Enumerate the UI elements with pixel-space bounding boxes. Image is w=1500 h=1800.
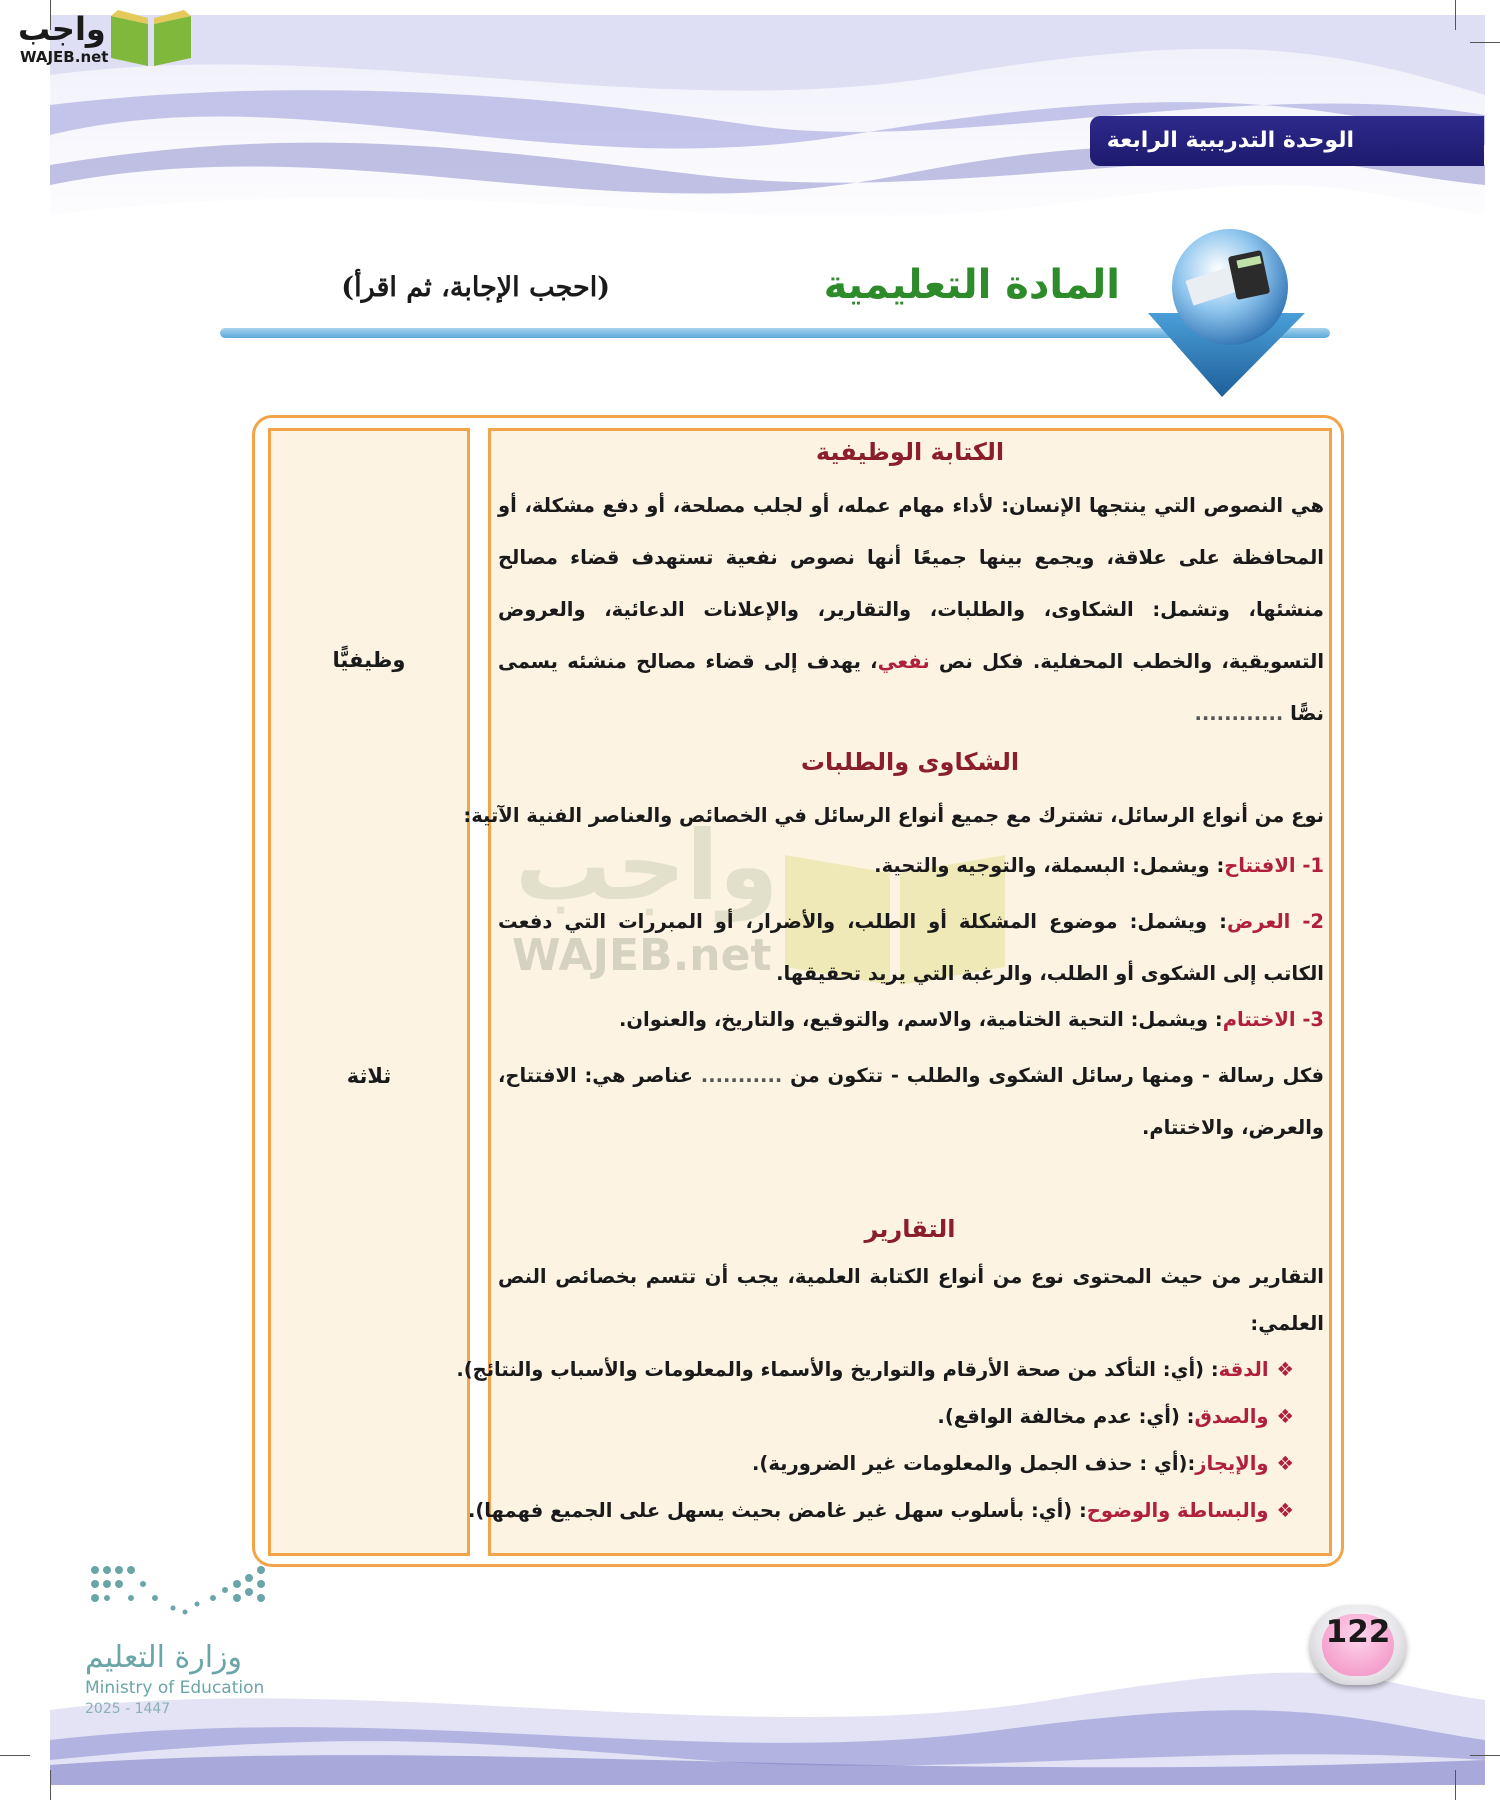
item-number: 1- (1295, 854, 1324, 877)
item-text: : (أي: التأكد من صحة الأرقام والتواريخ والأسماء والمعلومات والأسباب والنتائج). (456, 1358, 1219, 1381)
reports-intro: التقارير من حيث المحتوى نوع من أنواع الكتابة العلمية، يجب أن تتسم بخصائص النص العلمي: (498, 1265, 1324, 1335)
book-icon (106, 6, 196, 68)
item-label: الافتتاح (1224, 854, 1296, 877)
heading-functional-writing: الكتابة الوظيفية (815, 438, 1005, 466)
answer-blank[interactable]: ............ (1194, 702, 1284, 725)
ministry-dots-icon (85, 1560, 275, 1630)
item-number: 3- (1295, 1008, 1324, 1031)
bullet-icon: ❖ (1276, 1358, 1294, 1381)
item-text: : (أي: عدم مخالفة الواقع). (937, 1405, 1195, 1428)
item-label: الدقة (1218, 1358, 1269, 1381)
ministry-name-arabic: وزارة التعليم (85, 1640, 243, 1675)
list-item (456, 1358, 1324, 1381)
instruction-text: (احجب الإجابة، ثم اقرأ) (341, 272, 610, 303)
list-item (498, 896, 1324, 1000)
watermark-arabic: واجب (515, 810, 779, 922)
section-title: المادة التعليمية (823, 262, 1120, 308)
bullet-icon: ❖ (1276, 1405, 1294, 1428)
item-text: : ويشمل: موضوع المشكلة أو الطلب، والأضرار، أو المبررات التي دفعت الكاتب إلى الشكوى أو الطلب، والرغبة التي يريد تحقيقها. (498, 910, 1324, 985)
heading-complaints: الشكاوى والطلبات (800, 748, 1020, 776)
item-label: العرض (1226, 910, 1291, 933)
list-item (467, 1499, 1324, 1522)
answer-column (268, 428, 470, 1556)
functional-writing-paragraph (498, 480, 1324, 740)
bottom-wave-banner (50, 1650, 1485, 1785)
answer-blank[interactable]: ........... (700, 1064, 783, 1087)
highlight-nafei: نفعي (877, 650, 930, 673)
logo-english: WAJEB.net (20, 48, 109, 66)
crop-mark (1455, 1770, 1456, 1800)
item-text: : (أي: بأسلوب سهل غير غامض بحيث يسهل على الجميع فهمها). (467, 1499, 1087, 1522)
crop-mark (1455, 0, 1456, 30)
list-item (498, 1452, 1324, 1475)
crop-mark (1470, 1755, 1500, 1756)
summary-text-1: فكل رسالة - ومنها رسائل الشكوى والطلب - تتكون من (790, 1064, 1324, 1087)
page-number: 122 (1322, 1614, 1394, 1676)
list-item (498, 1008, 1324, 1031)
unit-title-banner: الوحدة التدريبية الرابعة (1090, 116, 1484, 166)
item-text: : ويشمل: البسملة، والتوجيه والتحية. (874, 854, 1225, 877)
list-item (498, 854, 1324, 877)
complaints-intro: نوع من أنواع الرسائل، تشترك مع جميع أنواع الرسائل في الخصائص والعناصر الفنية الآتية: (463, 804, 1324, 827)
ministry-year: 2025 - 1447 (85, 1701, 171, 1717)
complaints-summary (498, 1050, 1324, 1154)
calculator-emblem-icon (1140, 225, 1315, 400)
answer-three: ثلاثة (346, 1064, 392, 1088)
item-label: والصدق (1194, 1405, 1269, 1428)
item-number: 2- (1290, 910, 1324, 933)
functional-text-2: ، يهدف إلى قضاء مصالح منشئه يسمى نصًّا (498, 650, 1324, 725)
ministry-name-english: Ministry of Education (85, 1678, 265, 1698)
answer-functional: وظيفيًّا (332, 648, 406, 672)
summary-text-2: عناصر هي: الافتتاح، والعرض، والاختتام. (498, 1064, 1324, 1139)
bullet-icon: ❖ (1276, 1452, 1294, 1475)
item-text: : ويشمل: التحية الختامية، والاسم، والتوقيع، والتاريخ، والعنوان. (618, 1008, 1223, 1031)
bullet-icon: ❖ (1276, 1499, 1294, 1522)
item-label: والبساطة والوضوح (1086, 1499, 1269, 1522)
item-text: :(أي : حذف الجمل والمعلومات غير الضرورية). (752, 1452, 1196, 1475)
crop-mark (1470, 42, 1500, 43)
crop-mark (50, 1770, 51, 1800)
crop-mark (0, 1755, 30, 1756)
heading-reports: التقارير (864, 1215, 956, 1243)
list-item (498, 1405, 1324, 1428)
wajeb-logo[interactable] (8, 4, 198, 70)
watermark-english: WAJEB.net (512, 930, 772, 981)
functional-text-1: هي النصوص التي ينتجها الإنسان: لأداء مهام عمله، أو لجلب مصلحة، أو دفع مشكلة، أو المحافظة على علاقة، ويجمع بينها جميعًا أنها نصوص نفعية تستهدف قضاء مصالح منشئها، وتشمل: الشكاوى، والطلبات، والتقارير، والإعلانات الدعائية، والعروض التسويقية، والخطب المحفلية. فكل نص (498, 494, 1325, 673)
item-label: والإيجاز (1195, 1452, 1269, 1475)
item-label: الاختتام (1222, 1008, 1296, 1031)
logo-arabic: واجب (18, 10, 106, 48)
